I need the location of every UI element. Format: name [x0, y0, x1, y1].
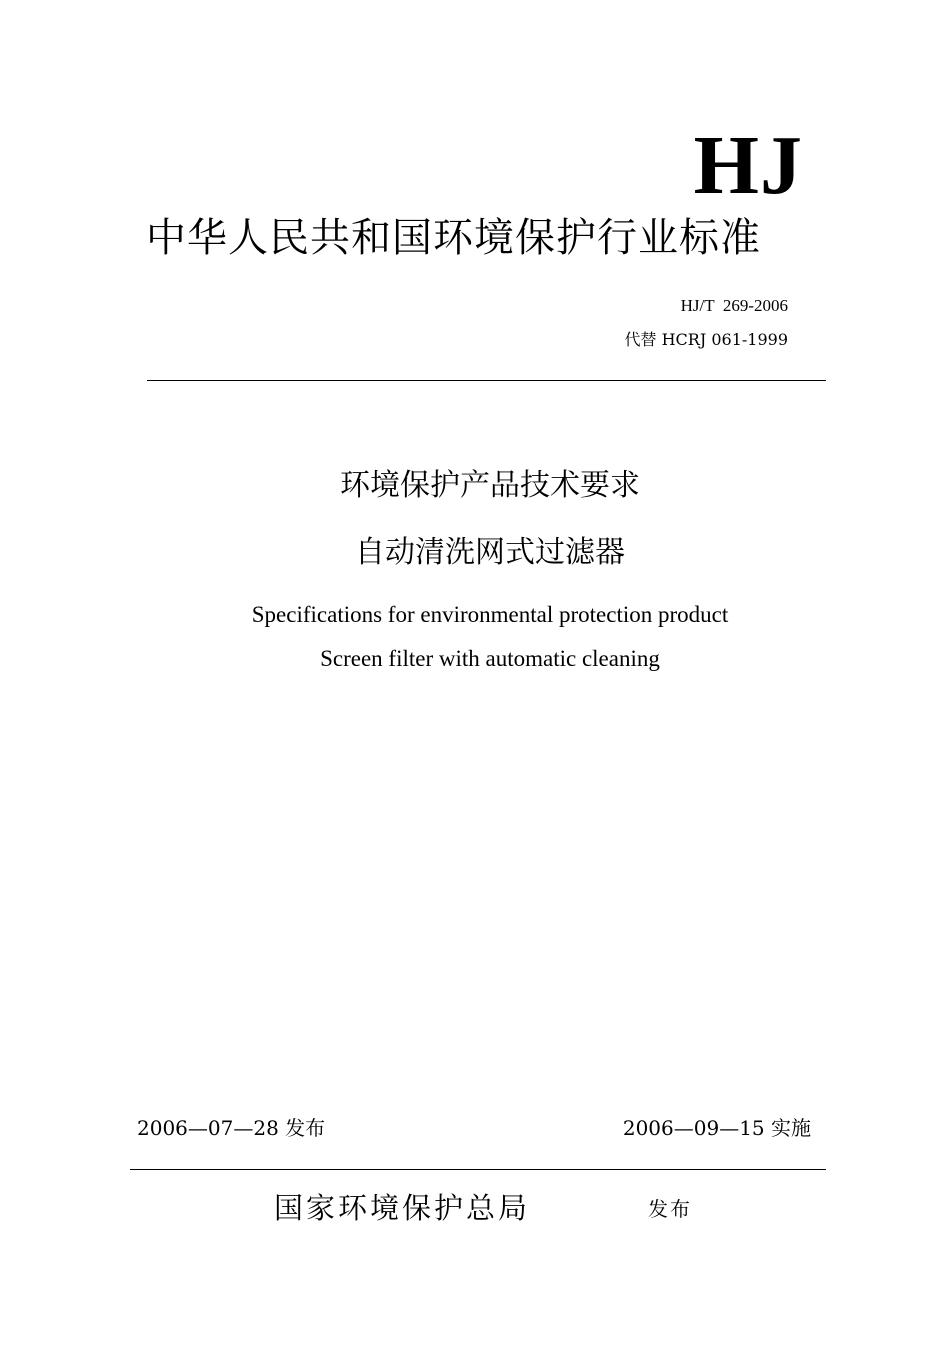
top-divider	[147, 380, 826, 381]
hj-logo: HJ	[693, 119, 803, 212]
publisher-name: 国家环境保护总局	[274, 1191, 531, 1225]
standard-category-title: 中华人民共和国环境保护行业标准	[146, 215, 761, 261]
bottom-divider	[130, 1169, 826, 1170]
implementation-date: 2006—09—15 实施	[622, 1116, 811, 1140]
document-title-en-line1: Specifications for environmental protection product	[251, 602, 729, 627]
publish-label: 发布	[648, 1197, 692, 1221]
issue-date: 2006—07—28 发布	[137, 1116, 326, 1140]
standard-number: HJ/T 269-2006	[680, 296, 788, 315]
document-title-en-line2: Screen filter with automatic cleaning	[320, 646, 660, 671]
document-title-cn-line2: 自动清洗网式过滤器	[355, 535, 625, 570]
replaces-standard: 代替 HCRJ 061-1999	[624, 330, 788, 349]
document-title-cn-line1: 环境保护产品技术要求	[340, 468, 640, 503]
